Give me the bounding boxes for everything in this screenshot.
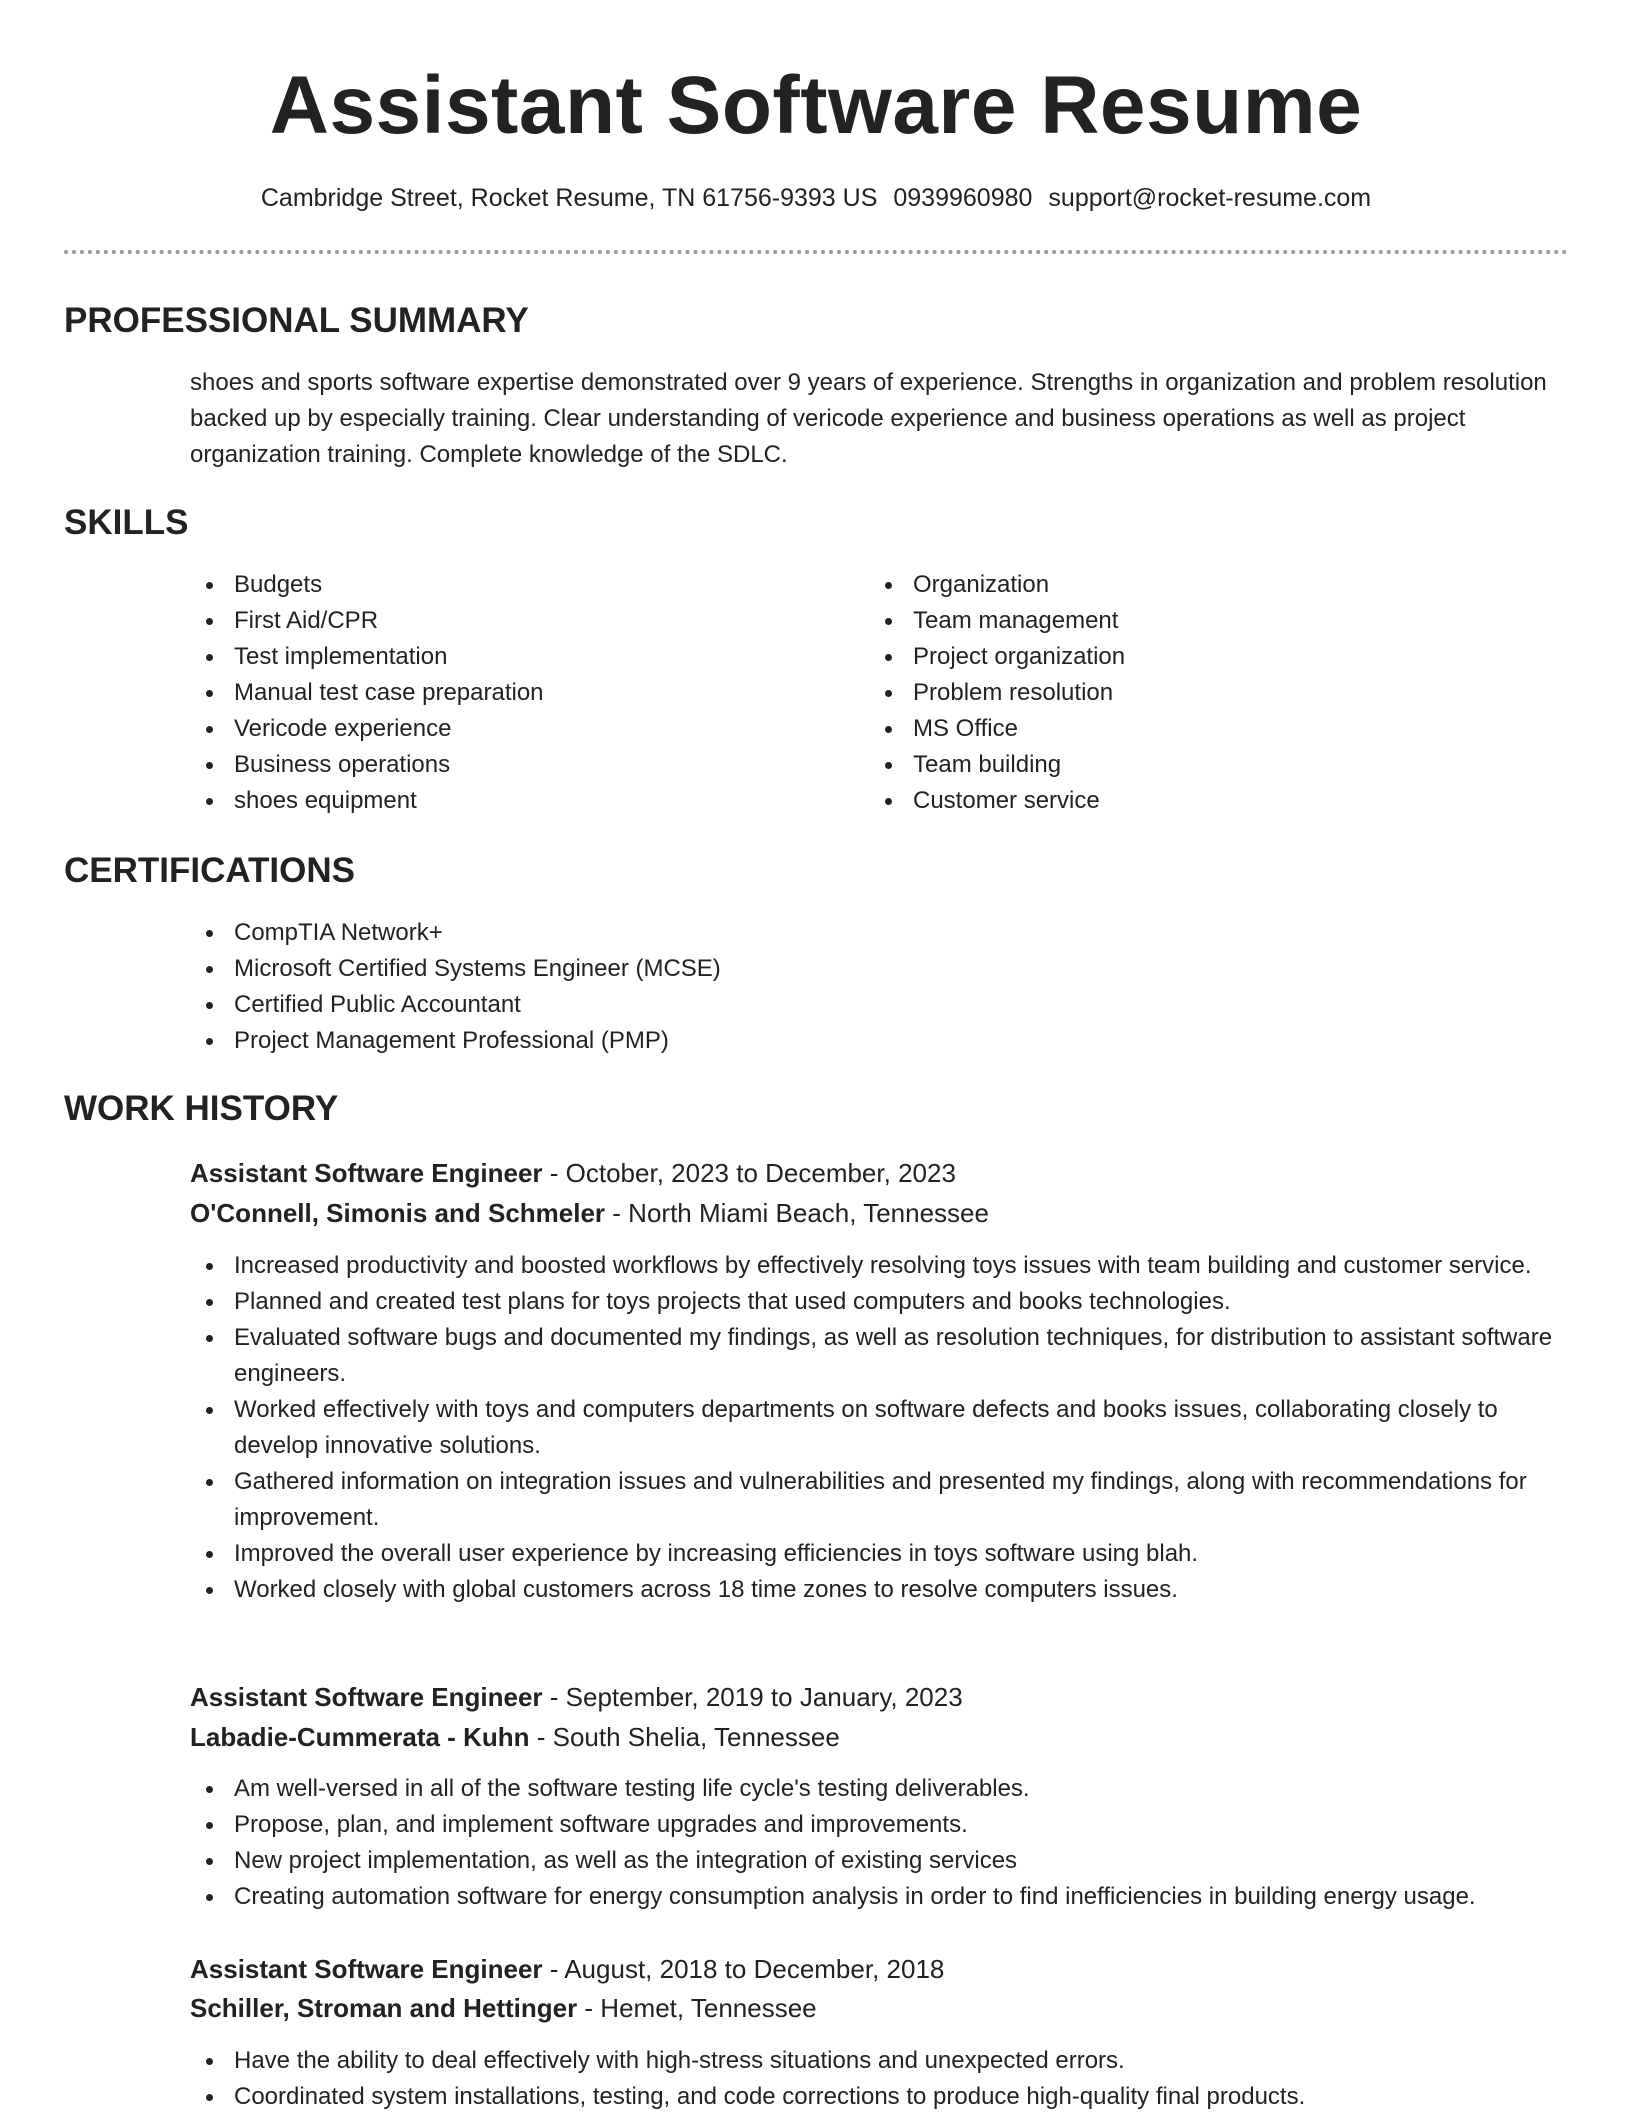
certifications-list <box>190 915 1550 1059</box>
list-item: Customer service <box>869 783 1509 819</box>
job-company-line <box>190 1718 840 1756</box>
list-item: Creating automation software for energy consumption analysis in order to find inefficiencies in building energy usage. <box>190 1879 1560 1915</box>
list-item: Manual test case preparation <box>190 675 830 711</box>
skills-heading: SKILLS <box>64 503 189 542</box>
list-item: Team building <box>869 747 1509 783</box>
list-item: Project Management Professional (PMP) <box>190 1023 1550 1059</box>
contact-address: Cambridge Street, Rocket Resume, TN 61756-9393 US <box>260 184 878 212</box>
job-bullets <box>190 2043 1560 2115</box>
job-dates: - August, 2018 to December, 2018 <box>542 1954 945 1984</box>
list-item: New project implementation, as well as the integration of existing services <box>190 1843 1560 1879</box>
job-company: Schiller, Stroman and Hettinger <box>190 1993 578 2023</box>
job-dates: - September, 2019 to January, 2023 <box>542 1682 963 1712</box>
job-company-line <box>190 1194 989 1232</box>
list-item: Vericode experience <box>190 711 830 747</box>
contact-line <box>0 182 1632 214</box>
list-item: Improved the overall user experience by increasing efficiencies in toys software using blah. <box>190 1536 1560 1572</box>
job-title-line <box>190 1950 944 1988</box>
list-item: Project organization <box>869 639 1509 675</box>
resume-title: Assistant Software Resume <box>269 60 1363 151</box>
list-item: shoes equipment <box>190 783 830 819</box>
list-item: Have the ability to deal effectively with high-stress situations and unexpected errors. <box>190 2043 1560 2079</box>
job-title-line <box>190 1678 963 1716</box>
contact-email: support@rocket-resume.com <box>1048 184 1372 212</box>
list-item: Organization <box>869 567 1509 603</box>
list-item: Increased productivity and boosted workflows by effectively resolving toys issues with team building and customer service. <box>190 1248 1560 1284</box>
list-item: MS Office <box>869 711 1509 747</box>
list-item: First Aid/CPR <box>190 603 830 639</box>
job-location: - Hemet, Tennessee <box>577 1993 817 2023</box>
list-item: Planned and created test plans for toys projects that used computers and books technologies. <box>190 1284 1560 1320</box>
skills-list-right <box>869 567 1509 819</box>
list-item: Worked effectively with toys and computers departments on software defects and books issues, collaborating closely to develop innovative solutions. <box>190 1392 1560 1464</box>
certifications-heading: CERTIFICATIONS <box>64 851 356 890</box>
job-dates: - October, 2023 to December, 2023 <box>542 1158 956 1188</box>
summary-text: shoes and sports software expertise demonstrated over 9 years of experience. Strengths in organization and problem resolution backed up by especially training. Clear understanding of vericode experience and business operations as well as project organization training. Complete knowledge of the SDLC. <box>190 369 1547 468</box>
job-location: - South Shelia, Tennessee <box>529 1722 840 1752</box>
job-company-line <box>190 1989 817 2027</box>
list-item: Evaluated software bugs and documented my findings, as well as resolution techniques, for distribution to assistant software engineers. <box>190 1320 1560 1392</box>
work-heading: WORK HISTORY <box>64 1089 339 1128</box>
job-title: Assistant Software Engineer <box>190 1158 543 1188</box>
list-item: Propose, plan, and implement software upgrades and improvements. <box>190 1807 1560 1843</box>
contact-phone: 0939960980 <box>893 184 1033 212</box>
list-item: Coordinated system installations, testing, and code corrections to produce high-quality final products. <box>190 2079 1560 2115</box>
list-item: Team management <box>869 603 1509 639</box>
job-location: - North Miami Beach, Tennessee <box>605 1198 989 1228</box>
list-item: Budgets <box>190 567 830 603</box>
list-item: Business operations <box>190 747 830 783</box>
list-item: Microsoft Certified Systems Engineer (MCSE) <box>190 951 1550 987</box>
job-bullets <box>190 1248 1560 1608</box>
job-company: Labadie-Cummerata - Kuhn <box>190 1722 530 1752</box>
job-bullets <box>190 1771 1560 1915</box>
job-title: Assistant Software Engineer <box>190 1954 543 1984</box>
list-item: Am well-versed in all of the software testing life cycle's testing deliverables. <box>190 1771 1560 1807</box>
header-divider <box>64 250 1568 254</box>
list-item: Certified Public Accountant <box>190 987 1550 1023</box>
list-item: Test implementation <box>190 639 830 675</box>
job-title-line <box>190 1154 956 1192</box>
list-item: Gathered information on integration issues and vulnerabilities and presented my findings, along with recommendations for improvement. <box>190 1464 1560 1536</box>
list-item: Worked closely with global customers across 18 time zones to resolve computers issues. <box>190 1572 1560 1608</box>
list-item: Problem resolution <box>869 675 1509 711</box>
summary-heading: PROFESSIONAL SUMMARY <box>64 301 529 340</box>
list-item: CompTIA Network+ <box>190 915 1550 951</box>
job-company: O'Connell, Simonis and Schmeler <box>190 1198 606 1228</box>
job-title: Assistant Software Engineer <box>190 1682 543 1712</box>
skills-list-left <box>190 567 830 819</box>
